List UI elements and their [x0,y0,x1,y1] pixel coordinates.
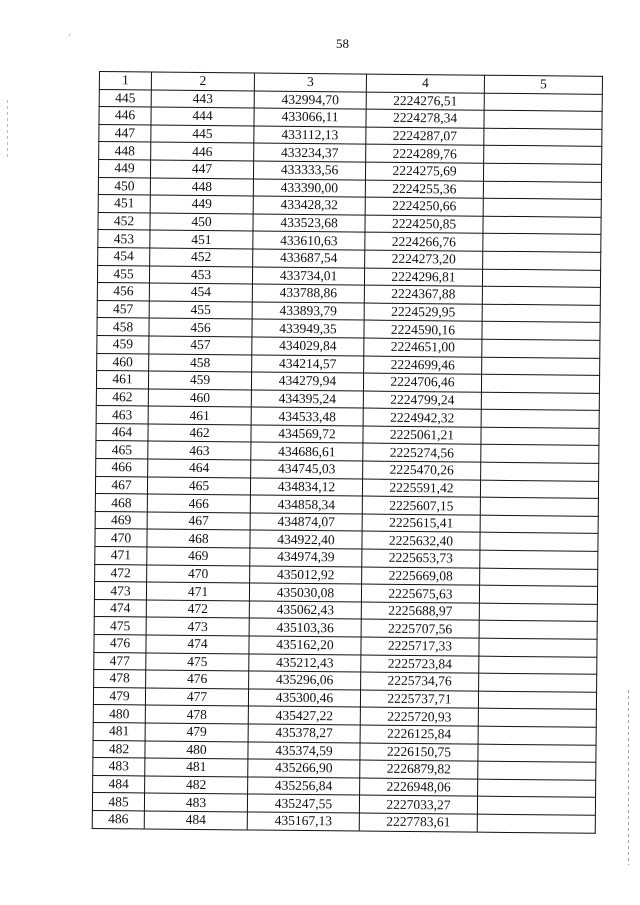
page-number: 58 [336,36,349,51]
table-cell-col-1: 450 [98,177,150,195]
table-cell-col-5 [482,322,600,341]
table-cell-col-3: 435427,22 [248,706,360,725]
table-cell-col-1: 479 [93,687,145,705]
table-cell-col-5 [483,234,601,253]
table-cell-col-4: 2224276,51 [366,92,484,111]
table-cell-col-1: 486 [92,810,144,828]
table-cell-col-1: 456 [97,283,149,301]
scan-edge-mark-right [628,690,629,865]
table-cell-col-4: 2225632,40 [362,531,480,550]
table-cell-col-5 [481,445,599,464]
table-cell-col-2: 462 [148,424,251,443]
table-cell-col-3: 433390,00 [253,179,365,198]
table-cell-col-4: 2226948,06 [360,778,478,797]
table-cell-col-1: 446 [99,107,151,125]
table-cell-col-3: 433234,37 [254,143,366,162]
table-cell-col-5 [481,427,599,446]
table-cell-col-1: 448 [99,142,151,160]
table-cell-col-1: 485 [92,793,144,811]
column-header-2: 2 [151,72,254,91]
table-cell-col-2: 465 [147,477,250,496]
table-cell-col-2: 456 [149,318,252,337]
table-cell-col-4: 2224287,07 [366,127,484,146]
table-cell-col-2: 446 [151,142,254,161]
table-cell-col-4: 2224706,46 [363,373,481,392]
table-cell-col-1: 462 [96,388,148,406]
table-cell-col-4: 2224250,85 [365,215,483,234]
table-cell-col-2: 454 [149,283,252,302]
table-cell-col-4: 2224296,81 [364,268,482,287]
table-cell-col-3: 435378,27 [248,724,360,743]
table-cell-col-3: 435296,06 [249,671,361,690]
table-cell-col-5 [482,357,600,376]
table-cell-col-2: 453 [149,266,252,285]
table-cell-col-5 [483,163,601,182]
table-cell-col-3: 434974,39 [250,548,362,567]
table-cell-col-4: 2224367,88 [364,285,482,304]
table-cell-col-3: 433523,68 [253,214,365,233]
table-cell-col-5 [482,269,600,288]
table-cell-col-1: 465 [96,441,148,459]
table-cell-col-4: 2225717,33 [361,637,479,656]
table-cell-col-1: 480 [93,705,145,723]
table-cell-col-5 [483,251,601,270]
table-cell-col-5 [481,409,599,428]
table-cell-col-2: 459 [148,371,251,390]
table-cell-col-4: 2227033,27 [359,795,477,814]
table-cell-col-1: 453 [98,230,150,248]
table-cell-col-2: 461 [148,406,251,425]
table-cell-col-5 [478,761,596,780]
table-cell-col-5 [483,216,601,235]
table-body [92,89,602,833]
table-cell-col-5 [479,638,597,657]
table-cell-col-3: 433893,79 [252,302,364,321]
table-cell-col-5 [480,533,598,552]
table-cell-col-2: 444 [151,107,254,126]
table-cell-col-3: 434569,72 [251,425,363,444]
table-cell-col-1: 474 [94,599,146,617]
table-cell-col-1: 470 [95,529,147,547]
table-cell-col-2: 479 [145,723,248,742]
table-cell-col-4: 2225470,26 [363,461,481,480]
table-cell-col-3: 435247,55 [247,794,359,813]
table-cell-col-2: 471 [146,582,249,601]
table-cell-col-1: 471 [95,547,147,565]
table-cell-col-2: 474 [146,635,249,654]
scan-mark: ˊ [68,34,72,45]
table-cell-col-2: 447 [150,160,253,179]
table-cell-col-4: 2225734,76 [361,672,479,691]
table-cell-col-2: 464 [148,459,251,478]
table-cell-col-5 [481,462,599,481]
table-cell-col-1: 466 [96,459,148,477]
table-cell-col-5 [480,515,598,534]
table-cell-col-1: 478 [94,670,146,688]
table-cell-col-4: 2224255,36 [365,180,483,199]
table-cell-col-4: 2225675,63 [361,584,479,603]
table-cell-col-4: 2226879,82 [360,760,478,779]
table-cell-col-3: 433333,56 [253,161,365,180]
table-cell-col-5 [478,726,596,745]
table-cell-col-5 [478,709,596,728]
table-cell-col-3: 434279,94 [251,372,363,391]
column-header-3: 3 [254,73,366,92]
table-cell-col-3: 433949,35 [252,319,364,338]
table-cell-col-4: 2224651,00 [364,338,482,357]
table-cell-col-3: 434533,48 [251,407,363,426]
table-cell-col-3: 433610,63 [253,231,365,250]
table-cell-col-5 [481,374,599,393]
table-cell-col-2: 483 [144,793,247,812]
table-cell-col-5 [484,146,602,165]
table-cell-col-2: 481 [145,758,248,777]
table-cell-col-1: 458 [97,318,149,336]
table-cell-col-4: 2224590,16 [364,320,482,339]
table-cell-col-1: 483 [93,758,145,776]
table-cell-col-2: 455 [149,301,252,320]
table-cell-col-4: 2225607,15 [362,496,480,515]
table-cell-col-3: 435062,43 [249,601,361,620]
table-cell-col-5 [482,304,600,323]
table-cell-col-1: 445 [99,89,151,107]
table-cell-col-4: 2224699,46 [364,356,482,375]
table-cell-col-3: 433687,54 [253,249,365,268]
table-cell-col-4: 2225720,93 [360,707,478,726]
table-cell-col-1: 475 [94,617,146,635]
table-cell-col-5 [480,550,598,569]
table-cell-col-4: 2224942,32 [363,408,481,427]
table-cell-col-5 [482,286,600,305]
table-cell-col-2: 452 [150,248,253,267]
table-cell-col-1: 476 [94,634,146,652]
table-cell-col-3: 434214,57 [252,354,364,373]
table-cell-col-5 [478,691,596,710]
table-cell-col-1: 449 [98,159,150,177]
table-cell-col-5 [480,497,598,516]
table-cell-col-3: 434834,12 [250,478,362,497]
table-cell-col-2: 445 [151,125,254,144]
table-cell-col-3: 434858,34 [250,495,362,514]
table-cell-col-2: 449 [150,195,253,214]
table-cell-col-5 [483,198,601,217]
table-cell-col-4: 2227783,61 [359,813,477,832]
table-cell-col-5 [480,568,598,587]
table-cell-col-1: 463 [96,406,148,424]
table-cell-col-1: 464 [96,423,148,441]
table-cell-col-2: 475 [146,653,249,672]
table-cell-col-5 [478,779,596,798]
table-cell-col-1: 477 [94,652,146,670]
table-cell-col-4: 2225591,42 [362,479,480,498]
table-cell-col-3: 435012,92 [250,566,362,585]
table-cell-col-2: 451 [150,230,253,249]
table-cell-col-4: 2225737,71 [360,690,478,709]
table-cell-col-1: 457 [97,300,149,318]
table-cell-col-1: 451 [98,195,150,213]
table-cell-col-1: 468 [95,494,147,512]
table-cell-col-3: 434029,84 [252,337,364,356]
table-cell-col-2: 463 [148,441,251,460]
table-cell-col-4: 2226150,75 [360,743,478,762]
table-cell-col-4: 2225274,56 [363,444,481,463]
table-cell-col-4: 2224275,69 [365,162,483,181]
table-cell-col-4: 2224529,95 [364,303,482,322]
table-row [92,810,595,832]
table-cell-col-2: 460 [148,389,251,408]
table-cell-col-4: 2225615,41 [362,514,480,533]
table-cell-col-2: 443 [151,90,254,109]
table-cell-col-4: 2224266,76 [365,232,483,251]
table-cell-col-1: 460 [97,353,149,371]
table-cell-col-3: 433066,11 [254,108,366,127]
table-cell-col-5 [483,181,601,200]
table-cell-col-2: 457 [149,336,252,355]
table-cell-col-2: 467 [147,512,250,531]
table-cell-col-4: 2225061,21 [363,426,481,445]
table-cell-col-3: 435266,90 [248,759,360,778]
coordinates-table [92,71,603,833]
column-header-4: 4 [366,74,484,93]
table-cell-col-3: 435162,20 [249,636,361,655]
table-cell-col-5 [482,339,600,358]
table-cell-col-2: 473 [146,617,249,636]
table-cell-col-5 [478,744,596,763]
table-cell-col-4: 2225688,97 [361,602,479,621]
table-cell-col-2: 484 [144,811,247,830]
scan-edge-mark-left [7,100,8,160]
table-cell-col-2: 448 [150,178,253,197]
table-cell-col-2: 478 [145,705,248,724]
table-cell-col-4: 2226125,84 [360,725,478,744]
table-cell-col-4: 2225669,08 [362,567,480,586]
table-cell-col-4: 2224273,20 [365,250,483,269]
table-cell-col-5 [480,480,598,499]
table-cell-col-2: 466 [147,494,250,513]
table-cell-col-5 [477,797,595,816]
table-cell-col-3: 435374,59 [248,742,360,761]
table-cell-col-1: 461 [96,371,148,389]
table-cell-col-5 [479,585,597,604]
table-cell-col-2: 482 [145,776,248,795]
table-cell-col-3: 434874,07 [250,513,362,532]
table-cell-col-3: 433788,86 [252,284,364,303]
table-cell-col-5 [479,673,597,692]
table-cell-col-3: 435256,84 [248,777,360,796]
table-cell-col-4: 2224289,76 [366,144,484,163]
table-cell-col-3: 435030,08 [249,583,361,602]
table-cell-col-1: 469 [95,511,147,529]
table-cell-col-1: 454 [98,247,150,265]
table-cell-col-1: 473 [94,582,146,600]
table-cell-col-3: 432994,70 [254,91,366,110]
table-cell-col-2: 450 [150,213,253,232]
table-cell-col-1: 447 [99,124,151,142]
table-cell-col-4: 2224250,66 [365,197,483,216]
table-cell-col-2: 470 [147,565,250,584]
table-cell-col-5 [477,814,595,833]
table-cell-col-3: 433428,32 [253,196,365,215]
table-cell-col-3: 434922,40 [250,530,362,549]
table-cell-col-5 [484,128,602,147]
table-cell-col-2: 480 [145,741,248,760]
table-cell-col-4: 2224278,34 [366,109,484,128]
table-cell-col-5 [484,110,602,129]
table-cell-col-3: 435103,36 [249,618,361,637]
table-cell-col-3: 433112,13 [254,126,366,145]
table-cell-col-2: 477 [145,688,248,707]
table-cell-col-1: 484 [93,775,145,793]
table-cell-col-5 [479,656,597,675]
table-cell-col-5 [479,621,597,640]
table-cell-col-1: 452 [98,212,150,230]
table-cell-col-4: 2225653,73 [362,549,480,568]
table-cell-col-4: 2225723,84 [361,655,479,674]
table-cell-col-2: 468 [147,529,250,548]
table-cell-col-3: 435167,13 [247,812,359,831]
table-cell-col-4: 2224799,24 [363,391,481,410]
table-cell-col-1: 455 [97,265,149,283]
table-cell-col-5 [481,392,599,411]
table-cell-col-3: 434686,61 [251,442,363,461]
table-cell-col-1: 481 [93,722,145,740]
table-cell-col-4: 2225707,56 [361,619,479,638]
column-header-5: 5 [484,75,602,94]
table-cell-col-2: 476 [146,670,249,689]
table-cell-col-3: 434395,24 [251,390,363,409]
table-cell-col-3: 434745,03 [251,460,363,479]
table-cell-col-1: 482 [93,740,145,758]
table-cell-col-2: 458 [149,353,252,372]
column-header-1: 1 [99,72,151,90]
table-cell-col-3: 433734,01 [252,267,364,286]
table-cell-col-1: 472 [95,564,147,582]
table-cell-col-2: 472 [146,600,249,619]
table-cell-col-3: 435300,46 [248,689,360,708]
table-cell-col-5 [484,93,602,112]
table-cell-col-1: 459 [97,335,149,353]
table-cell-col-2: 469 [147,547,250,566]
table-cell-col-5 [479,603,597,622]
table-cell-col-1: 467 [95,476,147,494]
table-cell-col-3: 435212,43 [249,654,361,673]
